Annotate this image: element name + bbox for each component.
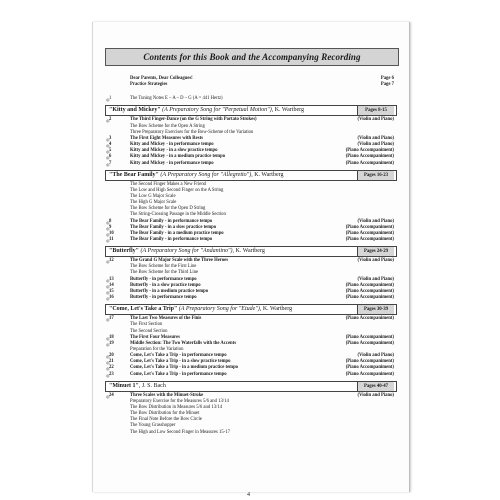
section-song-title: "The Bear Family" bbox=[109, 171, 159, 178]
track-text: The String-Crossing Passage in the Middle Section bbox=[130, 212, 226, 218]
intro-page: Page 6 bbox=[380, 76, 394, 81]
cd-icon: ◎ bbox=[106, 143, 110, 149]
track-text: The Bear Family - in a medium practice tempo bbox=[130, 230, 224, 236]
track-row bbox=[93, 322, 409, 328]
track-number: 16 bbox=[109, 295, 114, 301]
track-text: The Low G Major Scale bbox=[130, 193, 176, 199]
track-number: 20 bbox=[109, 353, 114, 359]
page-number: 4 bbox=[247, 492, 250, 498]
track-instrumentation: (Violin and Piano) bbox=[357, 392, 394, 398]
track-row bbox=[93, 316, 409, 322]
track-row bbox=[93, 136, 409, 142]
track-row bbox=[93, 219, 409, 225]
section-author: , J. S. Bach bbox=[138, 382, 166, 389]
track-number: 13 bbox=[109, 276, 114, 282]
track-text: Come, Let's Take a Trip - in performance tempo bbox=[130, 353, 227, 359]
track-row bbox=[93, 399, 409, 405]
cd-icon: ◎ bbox=[106, 317, 110, 323]
section-pages: Pages 30-39 bbox=[357, 305, 394, 314]
track-instrumentation: (Piano Accompaniment) bbox=[345, 237, 394, 242]
track-text: The First Four Measures bbox=[130, 334, 180, 340]
track-row bbox=[93, 283, 409, 289]
track-instrumentation: (Violin and Piano) bbox=[357, 276, 394, 282]
track-row bbox=[93, 237, 409, 243]
cd-icon: ◎ bbox=[106, 296, 110, 302]
section-song-title: "Come, Let's Take a Trip" bbox=[109, 306, 178, 313]
track-number: 4 bbox=[109, 142, 112, 148]
track-number: 5 bbox=[109, 148, 112, 154]
track-instrumentation: (Violin and Piano) bbox=[357, 218, 394, 224]
cd-icon: ◎ bbox=[106, 238, 110, 243]
track-text: Butterfly - in performance tempo bbox=[130, 276, 197, 282]
track-row bbox=[93, 277, 409, 283]
section-song-title: "Butterfly" bbox=[109, 248, 139, 255]
track-text: Butterfly - in performance tempo bbox=[130, 295, 197, 301]
section-author: , K. Wartberg bbox=[251, 171, 284, 178]
section-title bbox=[109, 248, 265, 255]
track-instrumentation: (Piano Accompaniment) bbox=[345, 224, 394, 230]
track-text: Three Preparatory Exercises for the Bow-Scheme of the Variation bbox=[130, 129, 254, 135]
track-row bbox=[93, 359, 409, 365]
track-row bbox=[93, 289, 409, 295]
track-number: 18 bbox=[109, 334, 114, 340]
track-text: Kitty and Mickey - in a slow practice tempo bbox=[130, 148, 218, 154]
track-text: The Third Finger-Dance (on the G String with Portato Strokes) bbox=[130, 117, 257, 123]
section-header bbox=[105, 170, 397, 181]
track-text: The Bear Family - in performance tempo bbox=[130, 218, 213, 224]
tuning-row bbox=[93, 96, 409, 102]
track-row bbox=[93, 130, 409, 136]
cd-icon: ◎ bbox=[106, 366, 110, 372]
cd-icon: ◎ bbox=[106, 372, 110, 378]
section-title bbox=[109, 383, 166, 390]
track-row bbox=[93, 117, 409, 123]
track-row bbox=[93, 329, 409, 335]
track-instrumentation: (Piano Accompaniment) bbox=[345, 288, 394, 294]
track-row bbox=[93, 365, 409, 371]
track-row bbox=[93, 154, 409, 160]
section-pages: Pages 40-47 bbox=[357, 382, 394, 391]
cd-icon: ◎ bbox=[106, 289, 110, 295]
cd-icon: ◎ bbox=[106, 277, 110, 283]
track-row bbox=[93, 353, 409, 359]
track-text: The Second Finger Makes a New Friend bbox=[130, 181, 207, 187]
cd-icon: ◎ bbox=[106, 283, 110, 289]
intro-page: Page 7 bbox=[380, 82, 394, 88]
track-text: Butterfly - in a medium practice tempo bbox=[130, 288, 209, 294]
track-row bbox=[93, 347, 409, 353]
track-text: The Bear Family - in a slow practice tempo bbox=[130, 224, 217, 230]
track-text: Come, Let's Take a Trip - in performance tempo bbox=[130, 371, 227, 377]
track-row bbox=[93, 142, 409, 148]
cd-icon: ◎ bbox=[106, 360, 110, 366]
track-instrumentation: (Piano Accompaniment) bbox=[345, 148, 394, 154]
track-number: 2 bbox=[109, 117, 112, 123]
track-instrumentation: (Piano Accompaniment) bbox=[345, 316, 394, 322]
section-pages: Pages 16-23 bbox=[357, 171, 394, 180]
intro-row bbox=[93, 76, 409, 82]
track-number: 14 bbox=[109, 282, 114, 288]
cd-icon: ◎ bbox=[106, 149, 110, 155]
track-instrumentation: (Violin and Piano) bbox=[357, 353, 394, 359]
track-instrumentation: (Violin and Piano) bbox=[357, 142, 394, 148]
section-header bbox=[105, 246, 397, 257]
track-text: The Low and High Second Finger on the A String bbox=[130, 187, 224, 193]
track-number: 24 bbox=[109, 392, 114, 398]
track-number: 17 bbox=[109, 316, 114, 322]
track-number: 15 bbox=[109, 288, 114, 294]
track-instrumentation: (Violin and Piano) bbox=[357, 117, 394, 123]
track-text: The Grand G Major Scale with the Three Heroes bbox=[130, 258, 229, 264]
track-text: Kitty and Mickey - in a medium practice tempo bbox=[130, 154, 226, 160]
track-row bbox=[93, 206, 409, 212]
intro-text: Dear Parents, Dear Colleagues! bbox=[130, 76, 193, 81]
track-row bbox=[93, 264, 409, 270]
track-row bbox=[93, 430, 409, 436]
cd-icon: ◎ bbox=[106, 393, 110, 399]
section-subtitle: (A Preparatory Song for "Etude") bbox=[178, 306, 260, 313]
track-instrumentation: (Piano Accompaniment) bbox=[345, 334, 394, 340]
section-author: , K. Wartberg bbox=[232, 248, 265, 255]
cd-icon: ◎ bbox=[106, 161, 110, 167]
track-instrumentation: (Piano Accompaniment) bbox=[345, 371, 394, 377]
cd-icon: ◎ bbox=[106, 155, 110, 161]
track-row bbox=[93, 372, 409, 378]
section-title bbox=[109, 306, 292, 313]
track-text: The Second Section bbox=[130, 328, 168, 334]
track-number: 9 bbox=[109, 224, 112, 230]
track-row bbox=[93, 417, 409, 423]
section-pages: Pages 24-29 bbox=[357, 247, 394, 256]
track-row bbox=[93, 423, 409, 429]
track-text: The First Section bbox=[130, 322, 163, 328]
track-text: The Bow Scheme for the Open A String bbox=[130, 123, 205, 129]
track-number: 7 bbox=[109, 160, 112, 166]
track-row bbox=[93, 124, 409, 130]
track-number: 12 bbox=[109, 258, 114, 264]
track-text: Preparation for the Variation bbox=[130, 346, 184, 352]
track-text: The Bow Distribution in Measures 5/6 and 13/14 bbox=[130, 405, 223, 410]
track-row bbox=[93, 335, 409, 341]
cd-icon: ◎ bbox=[106, 136, 110, 142]
track-text: The First Eight Measures with Rests bbox=[130, 135, 203, 141]
track-text: The Bow Scheme for the Open D String bbox=[130, 206, 206, 212]
track-number: 3 bbox=[109, 135, 112, 141]
track-row bbox=[93, 225, 409, 231]
track-text: The Last Two Measures of the Finis bbox=[130, 316, 202, 322]
section-title bbox=[109, 172, 284, 179]
track-instrumentation: (Piano Accompaniment) bbox=[345, 282, 394, 288]
track-row bbox=[93, 258, 409, 264]
track-number: 23 bbox=[109, 371, 114, 377]
track-text: Come, Let's Take a Trip - in a medium practice tempo bbox=[130, 365, 239, 371]
section-song-title: "Kitty and Mickey" bbox=[109, 107, 161, 114]
track-text: Middle Section: The Two Waterfalls with the Accents bbox=[130, 340, 237, 346]
track-text: Come, Let's Take a Trip - in a slow practice tempo bbox=[130, 359, 231, 365]
cd-icon: ◎ bbox=[106, 354, 110, 360]
track-number: 1 bbox=[109, 96, 112, 102]
track-number: 10 bbox=[109, 230, 114, 236]
track-instrumentation: (Piano Accompaniment) bbox=[345, 154, 394, 160]
intro-text: Practice Strategies bbox=[130, 82, 168, 88]
track-text: The Bear Family - in performance tempo bbox=[130, 237, 213, 242]
contents-page bbox=[92, 22, 410, 498]
tuning-text: The Tuning Notes E – A – D – G (A = 441 Hertz) bbox=[130, 96, 223, 102]
track-text: The Young Grasshopper bbox=[130, 423, 176, 429]
track-row bbox=[93, 295, 409, 301]
cd-icon: ◎ bbox=[106, 97, 110, 103]
track-text: The Bow Scheme for the First Line bbox=[130, 264, 197, 270]
cd-icon: ◎ bbox=[106, 118, 110, 124]
track-row bbox=[93, 188, 409, 194]
track-number: 11 bbox=[109, 237, 114, 242]
section-author: , K. Wartberg bbox=[259, 306, 293, 313]
track-row bbox=[93, 200, 409, 206]
section-header bbox=[105, 304, 397, 315]
track-number: 22 bbox=[109, 365, 114, 371]
track-instrumentation: (Piano Accompaniment) bbox=[345, 160, 394, 166]
cd-icon: ◎ bbox=[106, 231, 110, 237]
track-instrumentation: (Violin and Piano) bbox=[357, 258, 394, 264]
track-number: 21 bbox=[109, 359, 114, 365]
cd-icon: ◎ bbox=[106, 341, 110, 347]
track-text: Preparatory Exercise for the Measures 5/6 and 13/14 bbox=[130, 398, 229, 404]
section-header bbox=[105, 381, 397, 392]
track-row bbox=[93, 194, 409, 200]
contents-banner bbox=[105, 48, 399, 66]
banner-title: Contents for this Book and the Accompanying Recording bbox=[143, 52, 361, 62]
track-number: 8 bbox=[109, 218, 112, 224]
track-instrumentation: (Piano Accompaniment) bbox=[345, 359, 394, 365]
section-subtitle: (A Preparatory Song for "Allegretto") bbox=[160, 171, 252, 178]
cd-icon: ◎ bbox=[106, 335, 110, 341]
track-row bbox=[93, 161, 409, 167]
section-pages: Pages 8-15 bbox=[357, 106, 394, 115]
track-text: The Bow Distribution for the Minuet bbox=[130, 411, 200, 417]
track-text: Kitty and Mickey - in performance tempo bbox=[130, 160, 214, 166]
track-instrumentation: (Piano Accompaniment) bbox=[345, 295, 394, 301]
track-text: Three Scales with the Minuet-Stroke bbox=[130, 392, 204, 398]
track-number: 6 bbox=[109, 154, 112, 160]
cd-icon: ◎ bbox=[106, 259, 110, 265]
track-text: The Final Note Before the Bow Circle bbox=[130, 417, 202, 423]
section-header bbox=[105, 105, 397, 116]
intro-row bbox=[93, 82, 409, 88]
track-text: The High G Major Scale bbox=[130, 200, 177, 206]
track-text: The High and Low Second Finger in Measures 15-17 bbox=[130, 429, 230, 435]
cd-icon: ◎ bbox=[106, 219, 110, 225]
track-text: Butterfly - in a slow practice tempo bbox=[130, 282, 201, 288]
track-number: 19 bbox=[109, 340, 114, 346]
track-row bbox=[93, 231, 409, 237]
track-row bbox=[93, 393, 409, 399]
cd-icon: ◎ bbox=[106, 225, 110, 231]
section-title bbox=[109, 107, 304, 114]
track-instrumentation: (Violin and Piano) bbox=[357, 135, 394, 141]
track-row bbox=[93, 182, 409, 188]
section-song-title: "Minuet 1" bbox=[109, 382, 139, 389]
track-row bbox=[93, 405, 409, 411]
track-row bbox=[93, 270, 409, 276]
track-row bbox=[93, 341, 409, 347]
track-row bbox=[93, 212, 409, 218]
track-instrumentation: (Piano Accompaniment) bbox=[345, 230, 394, 236]
track-text: The Bow Scheme for the Third Line bbox=[130, 270, 199, 276]
track-instrumentation: (Piano Accompaniment) bbox=[345, 340, 394, 346]
track-text: Kitty and Mickey - in performance tempo bbox=[130, 142, 214, 148]
track-instrumentation: (Piano Accompaniment) bbox=[345, 365, 394, 371]
track-row bbox=[93, 148, 409, 154]
section-author: , K. Wartberg bbox=[271, 107, 304, 114]
section-subtitle: (A Preparatory Song for "Andantino") bbox=[140, 248, 233, 255]
section-subtitle: (A Preparatory Song for "Perpetual Motion") bbox=[162, 107, 272, 114]
track-row bbox=[93, 411, 409, 417]
